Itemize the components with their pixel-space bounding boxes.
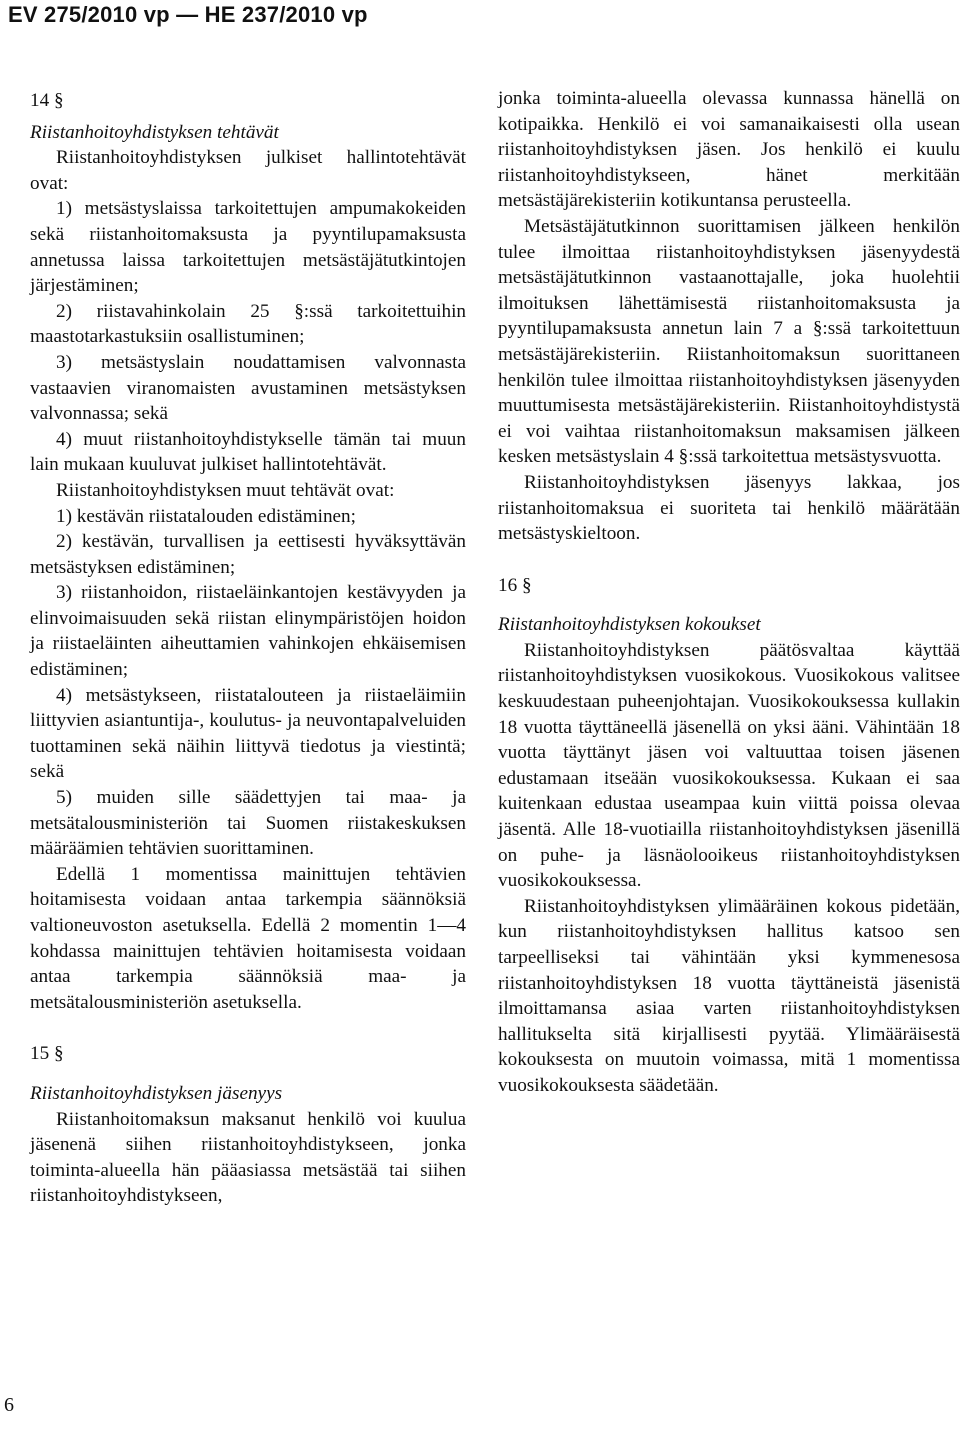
left-column	[30, 86, 466, 1209]
section-15-number: 15 §	[30, 1043, 64, 1065]
section-14-paragraph: Edellä 1 momentissa mainittujen tehtävien hoitamisesta voidaan antaa tarkempia säännöksiä valtioneuvoston asetuksella. Edellä 2 momentin 1—4 kohdassa mainittujen tehtävien hoitamisesta voidaan antaa tarkempia säännöksiä maa- ja metsätalousministeriön asetuksella.	[30, 863, 466, 1013]
section-15-paragraph-continued: jonka toiminta-alueella olevassa kunnassa hänellä on kotipaikka. Henkilö ei voi samanaikaisesti olla usean riistanhoitoyhdistyksen jäsen. Jos henkilö ei kuulu riistanhoitoyhdistykseen, hänet merkitään metsästäjärekisteriin kotikuntansa perusteella.	[498, 88, 960, 212]
section-14-title: Riistanhoitoyhdistyksen tehtävät	[30, 121, 279, 143]
section-14-paragraph: 1) metsästyslaissa tarkoitettujen ampumakokeiden sekä riistanhoitomaksusta ja pyyntilupamaksusta annetussa laissa tarkoitettujen metsästäjätutkintojen järjestäminen;	[30, 198, 466, 297]
section-14-paragraph: 4) muut riistanhoitoyhdistykselle tämän tai muun lain mukaan kuuluvat julkiset hallintotehtävät.	[30, 428, 466, 476]
section-14-paragraph: 3) riistanhoidon, riistaeläinkantojen kestävyyden ja elinvoimaisuuden sekä riistan elinympäristöjen hoidon ja riistaeläinten aiheuttamien vahinkojen ehkäisemisen edistäminen;	[30, 582, 466, 681]
section-14-paragraph: 1) kestävän riistatalouden edistäminen;	[56, 505, 356, 527]
section-16-title: Riistanhoitoyhdistyksen kokoukset	[498, 614, 761, 636]
section-15-title: Riistanhoitoyhdistyksen jäsenyys	[30, 1082, 283, 1104]
section-16-paragraph: Riistanhoitoyhdistyksen päätösvaltaa käyttää riistanhoitoyhdistyksen vuosikokous. Vuosikokous valitsee keskuudestaan puheenjohtajan. Vuosikokouksessa kullakin 18 vuotta täyttäneellä jäsenellä on yksi ääni. Vähintään 18 vuotta täyttänyt jäsen voi valtuuttaa toisen jäsenen edustamaan itseään vuosikokouksessa. Kukaan ei saa kuitenkaan edustaa useampaa kuin viittä poissa olevaa jäsentä. Alle 18-vuotiailla riistanhoitoyhdistyksen jäsenillä on puhe- ja läsnäolooikeus riistanhoitoyhdistyksen vuosikokouksessa.	[498, 639, 960, 892]
section-15-paragraph: Riistanhoitomaksun maksanut henkilö voi kuulua jäsenenä siihen riistanhoitoyhdistykseen, jonka toiminta-alueella hän pääasiassa metsästää tai siihen riistanhoitoyhdistykseen,	[30, 1108, 466, 1207]
right-column	[498, 86, 960, 1099]
section-14-paragraph: 5) muiden sille säädettyjen tai maa- ja metsätalousministeriön tai Suomen riistakeskuksen määräämien tehtävien suorittaminen.	[30, 787, 466, 860]
section-15-paragraph: Metsästäjätutkinnon suorittamisen jälkeen henkilön tulee ilmoittaa riistanhoitoyhdistyksen jäsenyydestä metsästäjätutkinnon vastaanottajalle, joka huolehtii ilmoituksen lähettämisestä riistanhoitomaksusta ja pyyntilupamaksusta annetun lain 7 a §:ssä tarkoitettuun metsästäjärekisteriin. Riistanhoitomaksun suorittaneen henkilön tulee ilmoittaa riistanhoitoyhdistyksen jäsenyyden muuttumisesta metsästäjärekisteriin. Riistanhoitoyhdistystä ei voi vaihtaa riistanhoitomaksun maksamisen jälkeen kesken metsästyslain 4 §:ssä tarkoitettua metsästysvuotta.	[498, 215, 960, 468]
section-14-paragraph: 2) riistavahinkolain 25 §:ssä tarkoitettuihin maastotarkastuksiin osallistuminen;	[30, 300, 466, 348]
page-number: 6	[4, 1394, 14, 1416]
section-14-paragraph: 4) metsästykseen, riistatalouteen ja riistaeläimiin liittyvien asiantuntija-, koulutus- ja neuvontapalveluiden tuottaminen sekä näihin liittyvä tiedotus ja viestintä; sekä	[30, 684, 466, 783]
section-16-number: 16 §	[498, 574, 532, 596]
section-14-paragraph: 3) metsästyslain noudattamisen valvonnasta vastaavien viranomaisten avustaminen metsästyksen valvonnassa; sekä	[30, 351, 466, 425]
document-header: EV 275/2010 vp — HE 237/2010 vp	[8, 2, 368, 27]
section-16-paragraph: Riistanhoitoyhdistyksen ylimääräinen kokous pidetään, kun riistanhoitoyhdistyksen hallitus katsoo sen tarpeelliseksi tai vähintään yksi kymmenesosa riistanhoitoyhdistyksen 18 vuotta täyttäneistä jäsenistä ilmoittamansa asiaa varten riistanhoitoyhdistyksen hallitukselta sitä kirjallisesti pyytää. Ylimääräisestä kokouksesta on muutoin voimassa, mitä 1 momentissa vuosikokouksesta säädetään.	[498, 895, 960, 1096]
section-14-paragraph: 2) kestävän, turvallisen ja eettisesti hyväksyttävän metsästyksen edistäminen;	[30, 531, 466, 578]
section-14-paragraph: Riistanhoitoyhdistyksen muut tehtävät ovat:	[56, 479, 395, 501]
section-15-paragraph: Riistanhoitoyhdistyksen jäsenyys lakkaa, jos riistanhoitomaksua ei suoriteta tai henkilö määrätään metsästyskieltoon.	[498, 471, 960, 545]
section-14-number: 14 §	[30, 90, 64, 111]
section-14-paragraph: Riistanhoitoyhdistyksen julkiset hallintotehtävät ovat:	[30, 147, 466, 194]
